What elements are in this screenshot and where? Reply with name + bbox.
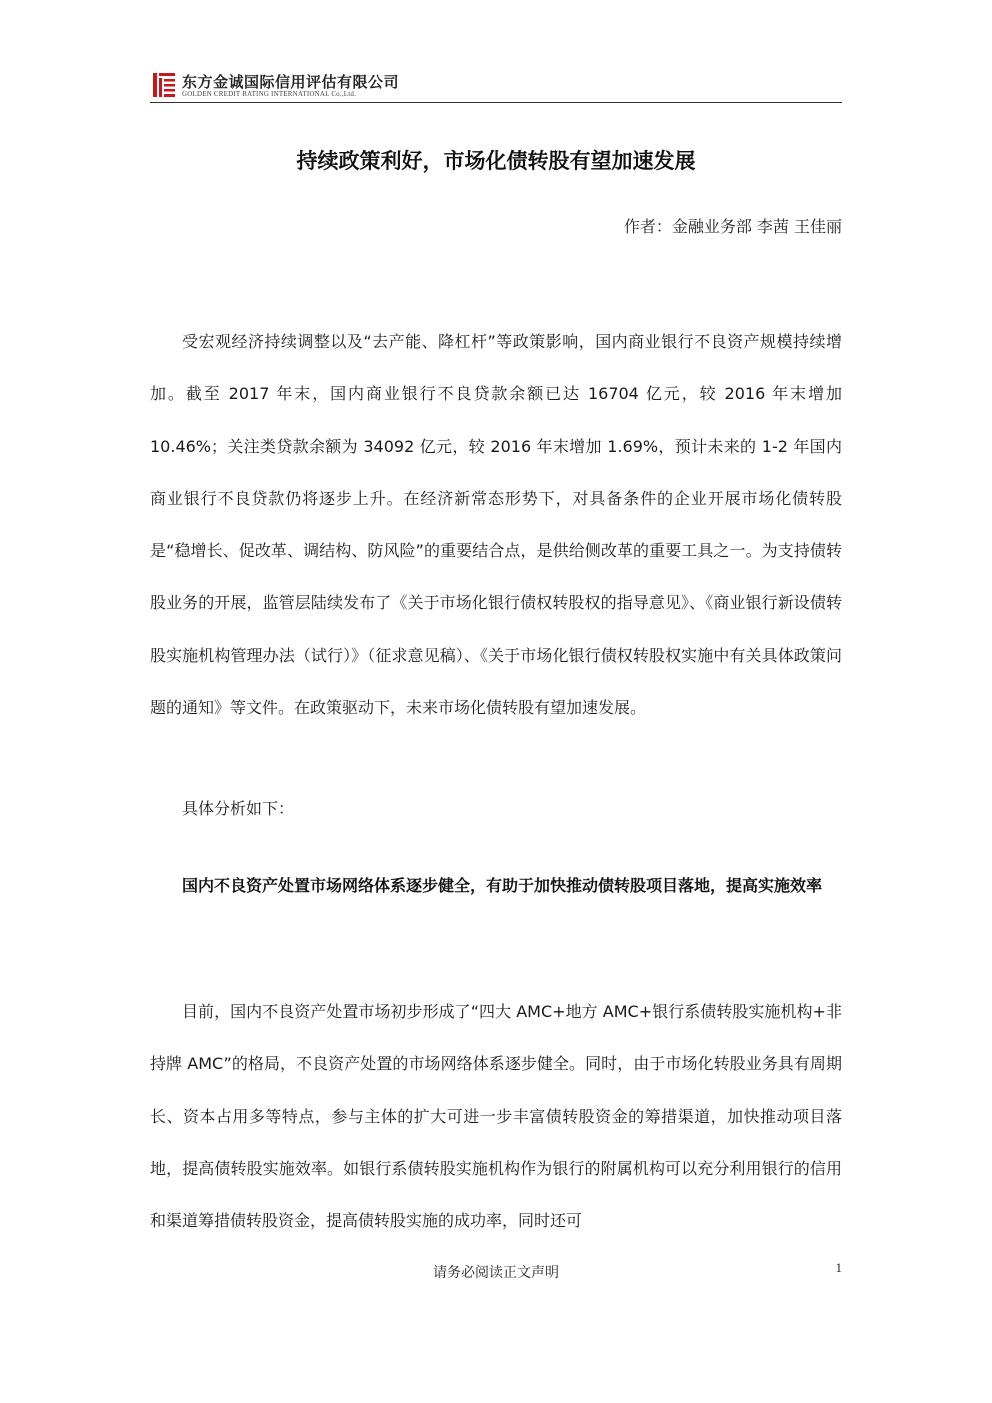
author-line: 作者：金融业务部 李茜 王佳丽 <box>623 217 842 236</box>
page-footer <box>150 1262 842 1284</box>
page-number: 1 <box>835 1260 842 1275</box>
section-heading: 国内不良资产处置市场网络体系逐步健全，有助于加快推动债转股项目落地，提高实施效率 <box>182 876 823 895</box>
company-name-en: GOLDEN CREDIT RATING INTERNATIONAL Co.,Ltd. <box>182 90 357 98</box>
body-paragraph-analysis-lead: 具体分析如下： <box>182 799 295 818</box>
footer-disclaimer: 请务必阅读正文声明 <box>433 1265 559 1281</box>
document-title: 持续政策利好，市场化债转股有望加速发展 <box>296 149 696 173</box>
body-paragraph-market: 目前，国内不良资产处置市场初步形成了“四大 AMC+地方 AMC+银行系债转股实施机构+非持牌 AMC”的格局，不良资产处置的市场网络体系逐步健全。同时，由于市场化转股业务具有周期长、资本占用多等特点，参与主体的扩大可进一步丰富债转股资金的筹措渠道，加快推动项目落地，提高债转股实施效率。如银行系债转股实施机构作为银行的附属机构可以充分利用银行的信用和渠道筹措债转股资金，提高债转股实施的成功率，同时还可 <box>150 1002 842 1231</box>
company-name-cn: 东方金诚国际信用评估有限公司 <box>182 73 400 91</box>
golden-credit-logo-icon <box>152 72 176 98</box>
page-header <box>150 66 842 103</box>
body-paragraph-intro: 受宏观经济持续调整以及“去产能、降杠杆”等政策影响，国内商业银行不良资产规模持续增加。截至 2017 年末，国内商业银行不良贷款余额已达 16704 亿元，较 2016 年末增加 10.46%；关注类贷款余额为 34092 亿元，较 2016 年末增加 1.69%，预计未来的 1-2 年国内商业银行不良贷款仍将逐步上升。在经济新常态形势下，对具备条件的企业开展市场化债转股是“稳增长、促改革、调结构、防风险”的重要结合点，是供给侧改革的重要工具之一。为支持债转股业务的开展，监管层陆续发布了《关于市场化银行债权转股权的指导意见》、《商业银行新设债转股实施机构管理办法（试行）》（征求意见稿）、《关于市场化银行债权转股权实施中有关具体政策问题的通知》等文件。在政策驱动下，未来市场化债转股有望加速发展。 <box>150 332 842 718</box>
